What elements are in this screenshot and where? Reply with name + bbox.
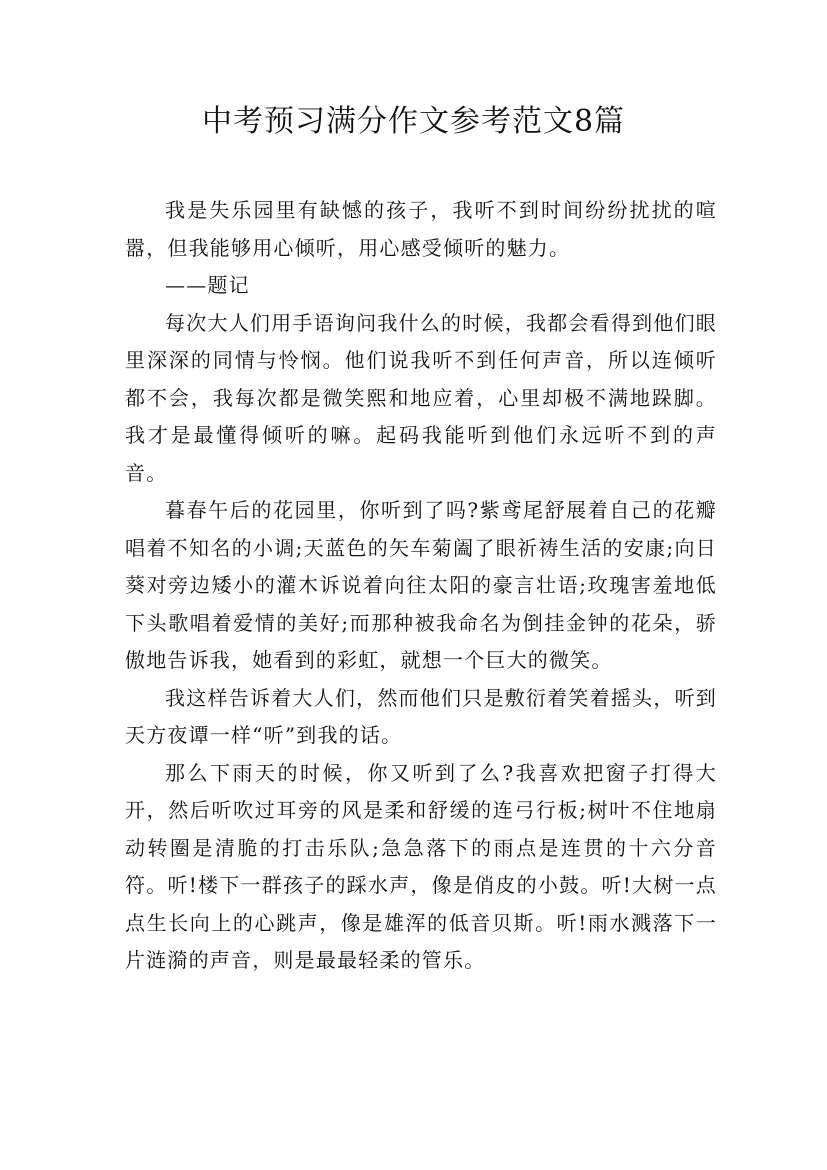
document-title: 中考预习满分作文参考范文8篇 bbox=[201, 104, 626, 139]
paragraph-garden: 暮春午后的花园里，你听到了吗?紫鸢尾舒展着自己的花瓣唱着不知名的小调;天蓝色的矢车菊阖了眼祈祷生活的安康;向日葵对旁边矮小的灌木诉说着向往太阳的豪言壮语;玫瑰害羞地低下头歌唱着爱情的美好;而那种被我命名为倒挂金钟的花朵，骄傲地告诉我，她看到的彩虹，就想一个巨大的微笑。 bbox=[125, 498, 717, 672]
paragraph-epigraph-note: ——题记 bbox=[165, 273, 250, 297]
paragraph-rain: 那么下雨天的时候，你又听到了么?我喜欢把窗子打得大开，然后听吹过耳旁的风是柔和舒缓的连弓行板;树叶不住地扇动转圈是清脆的打击乐队;急急落下的雨点是连贯的十六分音符。听!楼下一群孩子的踩水声，像是俏皮的小鼓。听!大树一点点生长向上的心跳声，像是雄浑的低音贝斯。听!雨水溅落下一片涟漪的声音，则是最最轻柔的管乐。 bbox=[125, 760, 717, 972]
paragraph-sign-language: 每次大人们用手语询问我什么的时候，我都会看得到他们眼里深深的同情与怜悯。他们说我听不到任何声音，所以连倾听都不会，我每次都是微笑熙和地应着，心里却极不满地跺脚。我才是最懂得倾听的嘛。起码我能听到他们永远听不到的声音。 bbox=[125, 310, 717, 485]
paragraph-intro: 我是失乐园里有缺憾的孩子，我听不到时间纷纷扰扰的喧嚣，但我能够用心倾听，用心感受倾听的魅力。 bbox=[125, 198, 717, 260]
paragraph-adults: 我这样告诉着大人们，然而他们只是敷衍着笑着摇头，听到天方夜谭一样“听”到我的话。 bbox=[125, 685, 717, 747]
document-body bbox=[125, 192, 717, 980]
